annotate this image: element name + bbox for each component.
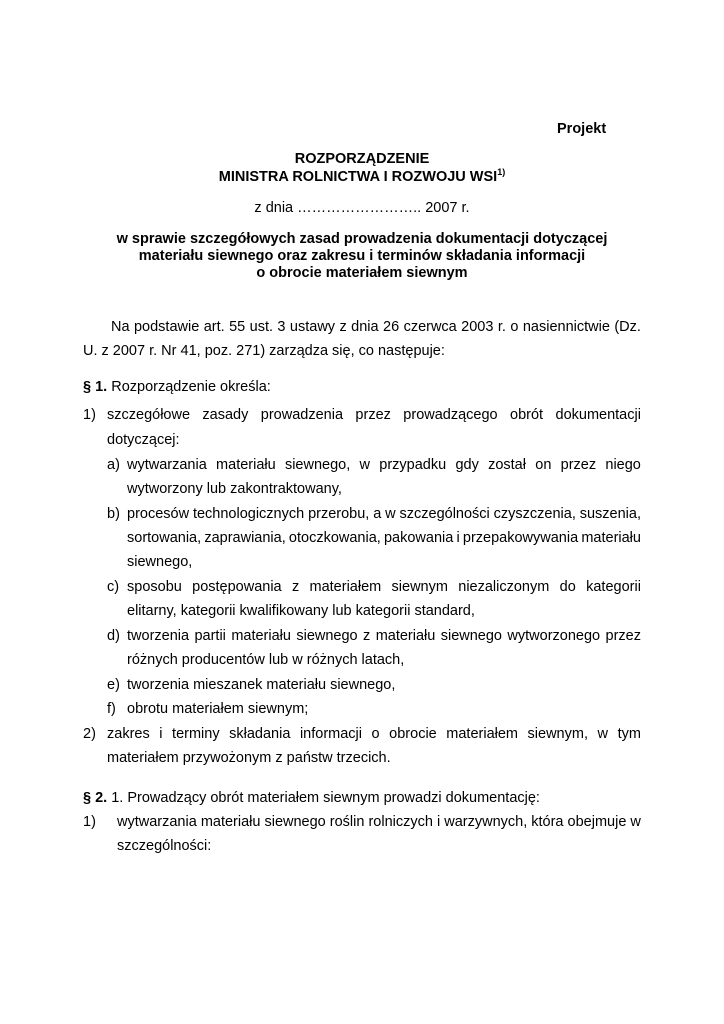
date-line: z dnia …………………….. 2007 r. <box>254 200 470 216</box>
word: o <box>371 726 380 742</box>
subitem-d-line-1 <box>127 627 641 645</box>
word: niego <box>605 457 641 473</box>
word: przepakowywania <box>462 530 579 546</box>
subitem-b-letter: b) <box>107 506 120 522</box>
word: prowadzącego <box>403 407 498 423</box>
subitem-a-letter: a) <box>107 457 120 473</box>
word: materiału <box>216 457 276 473</box>
word: ustawy <box>289 319 336 335</box>
section-2-item-1-line-2: szczególności: <box>117 838 212 854</box>
word: pakowania <box>383 530 454 546</box>
subitem-b-line-1 <box>127 505 641 523</box>
word: przez <box>560 457 597 473</box>
word: siewnego <box>296 628 358 644</box>
word: dnia <box>351 319 379 335</box>
word: w <box>359 457 370 473</box>
word: partii <box>194 628 226 644</box>
word: materiału <box>200 814 261 830</box>
word: postępowania <box>192 579 282 595</box>
subitem-b-line-3: siewnego, <box>127 554 193 570</box>
word: wytworzonego <box>507 628 601 644</box>
word: o <box>510 319 519 335</box>
word: i <box>159 726 163 742</box>
word: tym <box>617 726 641 742</box>
item-1-line-1 <box>107 406 641 424</box>
section-1-mark: § 1. <box>83 379 108 395</box>
subitem-e-letter: e) <box>107 677 120 693</box>
word: w <box>630 814 641 830</box>
item-2-number: 2) <box>83 726 96 742</box>
subitem-f-text: obrotu materiałem siewnym; <box>127 701 309 717</box>
section-2-mark: § 2. <box>83 790 108 806</box>
section-2-item-1-line-1 <box>117 813 641 831</box>
preamble-line-1 <box>111 318 641 336</box>
word: materiałem <box>446 726 518 742</box>
footnote-ref: 1) <box>497 167 506 177</box>
word: szczególności <box>399 506 490 522</box>
section-2-item-1-number: 1) <box>83 814 96 830</box>
subitem-c-line-1 <box>127 578 641 596</box>
word: siewnym <box>391 579 448 595</box>
word: a <box>373 506 382 522</box>
subitem-b-line-2 <box>127 529 641 547</box>
item-2-line-2: materiałem przywożonym z państw trzecich. <box>107 750 391 766</box>
word: siewnego <box>264 814 326 830</box>
word: z <box>363 628 371 644</box>
word: z <box>339 319 347 335</box>
word: suszenia, <box>579 506 641 522</box>
word: obejmuje <box>567 814 627 830</box>
word: niezaliczonym <box>458 579 550 595</box>
word: rolniczych <box>368 814 433 830</box>
draft-label: Projekt <box>557 121 607 137</box>
word: w <box>385 506 396 522</box>
word: przypadku <box>379 457 447 473</box>
word: zasady <box>202 407 249 423</box>
word: w <box>597 726 609 742</box>
word: kategorii <box>586 579 641 595</box>
word: (Dz. <box>614 319 641 335</box>
word: sposobu <box>127 579 182 595</box>
word: terminy <box>172 726 220 742</box>
word: Na <box>111 319 130 335</box>
subitem-d-letter: d) <box>107 628 120 644</box>
subitem-a-line-2: wytworzony lub zakontraktowany, <box>127 481 342 497</box>
word: materiału <box>231 628 291 644</box>
subitem-d-line-2: różnych producentów lub w różnych latach, <box>127 652 405 668</box>
word: która <box>531 814 564 830</box>
section-2-heading <box>83 789 540 807</box>
word: wytwarzania <box>117 814 197 830</box>
word: i <box>436 814 441 830</box>
subitem-e-text: tworzenia mieszanek materiału siewnego, <box>127 677 396 693</box>
word: materiału <box>375 628 436 644</box>
subject-line-2: materiału siewnego oraz zakresu i terminów składania informacji <box>138 248 586 264</box>
word: wytwarzania <box>127 457 207 473</box>
section-1-heading <box>83 378 271 396</box>
word: i <box>456 530 460 546</box>
word: czerwca <box>403 319 457 335</box>
word: on <box>535 457 552 473</box>
word: nasiennictwie <box>522 319 610 335</box>
subitem-a-line-1 <box>127 456 641 474</box>
word: sortowania, <box>127 530 202 546</box>
subitem-c-letter: c) <box>107 579 120 595</box>
word: otoczkowania, <box>288 530 381 546</box>
title-line-1: ROZPORZĄDZENIE <box>294 151 430 167</box>
word: warzywnych, <box>444 814 528 830</box>
title-ministry: MINISTRA ROLNICTWA I ROZWOJU WSI <box>218 169 498 185</box>
word: zakres <box>107 726 150 742</box>
word: z <box>291 579 300 595</box>
word: materiału <box>581 530 641 546</box>
word: składania <box>229 726 291 742</box>
word: r. <box>497 319 506 335</box>
item-1-line-2: dotyczącej: <box>107 432 180 448</box>
title-line-2 <box>0 168 724 186</box>
subitem-c-line-2: elitarny, kategorii kwalifikowany lub kategorii standard, <box>127 603 475 619</box>
word: procesów <box>127 506 190 522</box>
word: art. <box>203 319 225 335</box>
word: przez <box>355 407 391 423</box>
word: czyszczenia, <box>493 506 576 522</box>
subitem-f-letter: f) <box>107 701 116 717</box>
word: tworzenia <box>127 628 190 644</box>
word: siewnego <box>440 628 502 644</box>
word: 26 <box>383 319 400 335</box>
word: informacji <box>299 726 362 742</box>
word: materiałem <box>309 579 382 595</box>
word: gdy <box>455 457 479 473</box>
word: prowadzenia <box>260 407 344 423</box>
word: ust. <box>249 319 273 335</box>
word: szczegółowe <box>107 407 191 423</box>
word: 2003 <box>461 319 494 335</box>
word: siewnym, <box>527 726 588 742</box>
word: siewnego, <box>284 457 351 473</box>
word: technologicznych <box>192 506 305 522</box>
word: dokumentacji <box>555 407 641 423</box>
word: podstawie <box>133 319 200 335</box>
word: do <box>559 579 576 595</box>
section-1-intro: Rozporządzenie określa: <box>111 379 271 395</box>
item-1-number: 1) <box>83 407 96 423</box>
item-2-line-1 <box>107 725 641 743</box>
section-2-intro: 1. Prowadzący obrót materiałem siewnym prowadzi dokumentację: <box>111 790 540 806</box>
word: przez <box>605 628 641 644</box>
word: obrocie <box>389 726 437 742</box>
preamble-line-2: U. z 2007 r. Nr 41, poz. 271) zarządza się, co następuje: <box>83 343 445 359</box>
word: roślin <box>329 814 365 830</box>
word: 55 <box>229 319 246 335</box>
word: obrót <box>510 407 544 423</box>
word: zaprawiania, <box>204 530 286 546</box>
word: 3 <box>277 319 286 335</box>
subject-line-3: o obrocie materiałem siewnym <box>256 265 468 281</box>
subject-line-1: w sprawie szczegółowych zasad prowadzenia dokumentacji dotyczącej <box>116 231 608 247</box>
word: przerobu, <box>308 506 370 522</box>
word: został <box>488 457 526 473</box>
